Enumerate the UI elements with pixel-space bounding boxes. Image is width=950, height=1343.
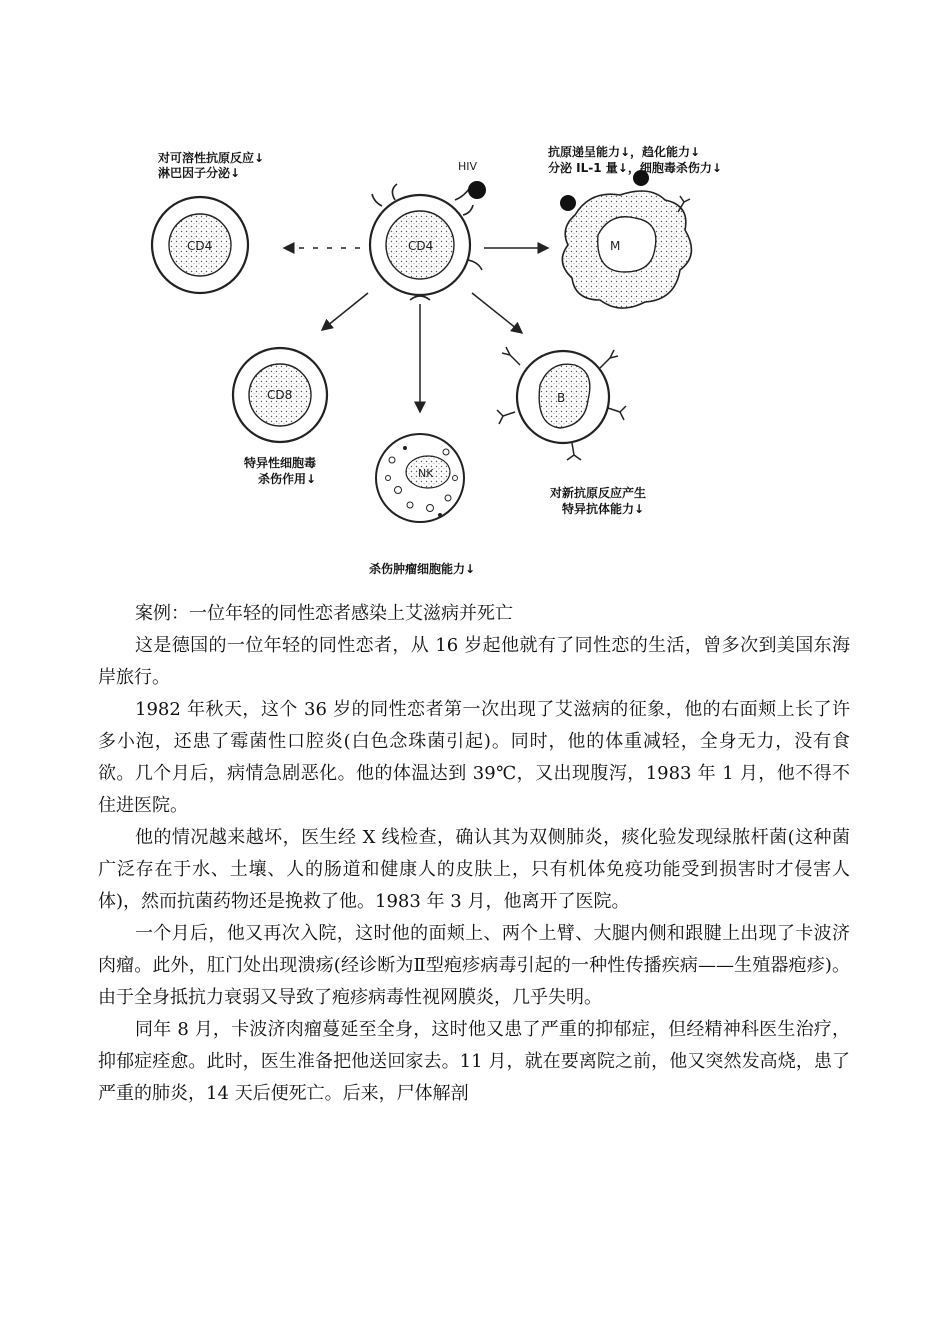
cd4-center-label: CD4 xyxy=(408,239,434,253)
immune-diagram xyxy=(0,0,950,600)
cd8-label: CD8 xyxy=(267,388,293,402)
paragraph-3: 他的情况越来越坏，医生经 X 线检查，确认其为双侧肺炎，痰化验发现绿脓杆菌(这种菌广泛存在于水、土壤、人的肠道和健康人的皮肤上，只有机体免疫功能受到损害时才侵害人体)，然而抗菌药物还是挽救了他。1983 年 3 月，他离开了医院。 xyxy=(98,827,850,912)
immune-diagram-svg xyxy=(0,0,950,600)
hiv-particle-icon xyxy=(455,181,486,200)
paragraph-4: 一个月后，他又再次入院，这时他的面颊上、两个上臂、大腿内侧和跟腱上出现了卡波济肉瘤。此外，肛门处出现溃疡(经诊断为Ⅱ型疱疹病毒引起的一种性传播疾病——生殖器疱疹)。由于全身抵抗力衰弱又导致了疱疹病毒性视网膜炎，几乎失明。 xyxy=(98,923,850,1008)
paragraph-1: 这是德国的一位年轻的同性恋者，从 16 岁起他就有了同性恋的生活，曾多次到美国东海岸旅行。 xyxy=(98,635,850,688)
macrophage-label: M xyxy=(610,239,621,253)
macrophage-cell xyxy=(560,170,691,308)
cd4-left-label: CD4 xyxy=(187,239,213,253)
b-cell-caption-1: 对新抗原反应产生 xyxy=(550,486,647,500)
macrophage-caption-2: 分泌 IL-1 量↓，细胞毒杀伤力↓ xyxy=(548,161,722,175)
article-body xyxy=(98,598,850,1110)
paragraph-5: 同年 8 月，卡波济肉瘤蔓延至全身，这时他又患了严重的抑郁症，但经精神科医生治疗，抑郁症痊愈。此时，医生准备把他送回家去。11 月，就在要离院之前，他又突然发高烧，患了严重的肺炎，14 天后便死亡。后来，尸体解剖 xyxy=(98,1019,850,1104)
cd8-caption-2: 杀伤作用↓ xyxy=(258,472,317,486)
arrow-to-cd8 xyxy=(322,293,368,330)
nk-caption: 杀伤肿瘤细胞能力↓ xyxy=(369,562,476,576)
b-cell-caption-2: 特异抗体能力↓ xyxy=(562,502,645,516)
cd8-caption-1: 特异性细胞毒 xyxy=(244,456,317,470)
b-cell-label: B xyxy=(557,391,566,405)
arrow-to-b-cell xyxy=(472,293,522,333)
cd4-left-caption-2: 淋巴因子分泌↓ xyxy=(158,166,241,180)
cd4-left-caption-1: 对可溶性抗原反应↓ xyxy=(158,151,265,165)
macrophage-caption-1: 抗原递呈能力↓，趋化能力↓ xyxy=(548,145,701,159)
nk-label: NK xyxy=(418,467,434,480)
paragraph-2: 1982 年秋天，这个 36 岁的同性恋者第一次出现了艾滋病的征象，他的右面颊上长了许多小泡，还患了霉菌性口腔炎(白色念珠菌引起)。同时，他的体重减轻，全身无力，没有食欲。几个月后，病情急剧恶化。他的体温达到 39℃，又出现腹泻，1983 年 1 月，他不得不住进医院。 xyxy=(98,699,850,816)
case-title: 案例：一位年轻的同性恋者感染上艾滋病并死亡 xyxy=(135,603,513,624)
hiv-label: HIV xyxy=(458,160,478,173)
